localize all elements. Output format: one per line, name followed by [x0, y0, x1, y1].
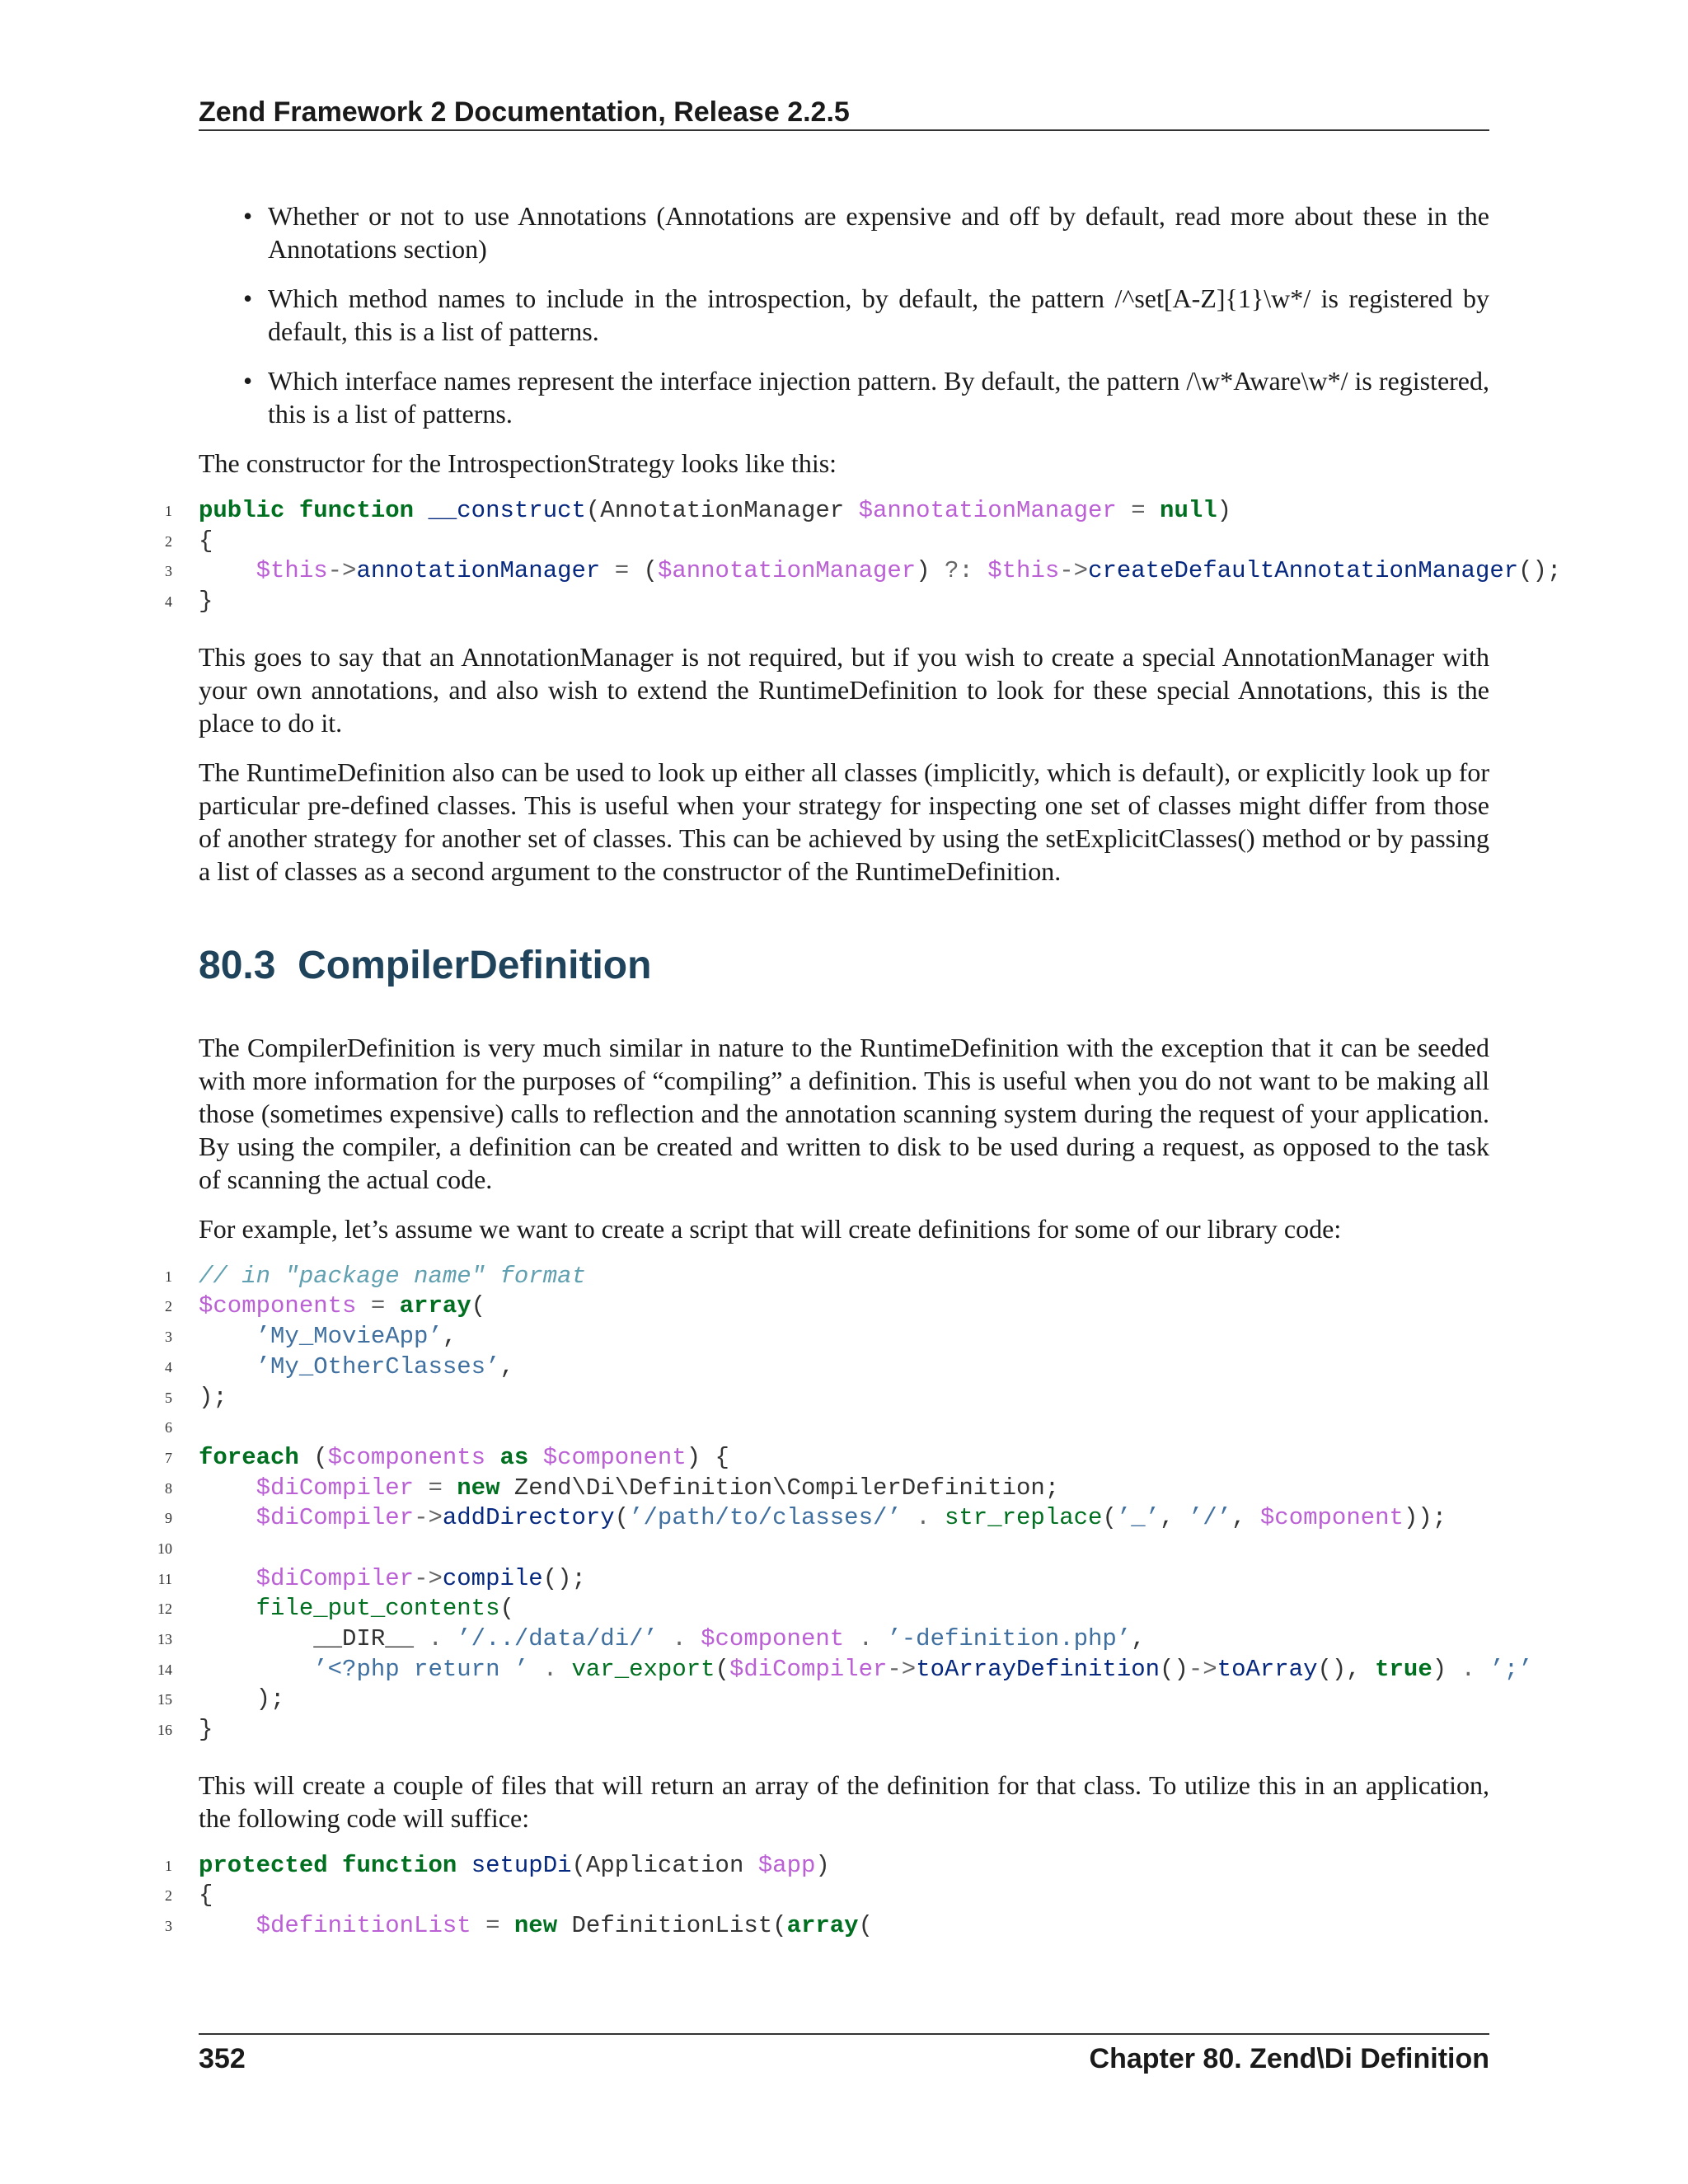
- code-line: [165, 1881, 1489, 1911]
- code-token: protected: [199, 1851, 328, 1879]
- line-number: 9: [165, 1510, 172, 1527]
- code-token: ,: [442, 1323, 457, 1351]
- code-token: =: [485, 1912, 500, 1940]
- line-number: 13: [157, 1631, 172, 1647]
- code-line: [165, 1413, 1489, 1443]
- code-token: true: [1375, 1655, 1432, 1683]
- code-token: ->: [1059, 557, 1089, 585]
- code-token: (: [614, 1504, 630, 1532]
- code-token: ’My_OtherClasses’: [256, 1352, 500, 1380]
- code-line: [165, 1291, 1489, 1322]
- code-token: ,: [499, 1352, 514, 1380]
- line-number: 4: [165, 593, 172, 611]
- code-token: [385, 1292, 399, 1319]
- code-token: .: [916, 1504, 931, 1532]
- line-number: 7: [165, 1449, 172, 1466]
- code-token: [356, 1292, 370, 1319]
- code-token: DefinitionList(: [557, 1912, 787, 1940]
- code-token: [499, 1912, 513, 1939]
- line-number: 1: [165, 503, 172, 519]
- code-token: (Application: [571, 1851, 758, 1879]
- code-token: [902, 1504, 916, 1531]
- code-token: ): [815, 1851, 830, 1879]
- code-token: array: [786, 1912, 859, 1940]
- section-title: CompilerDefinition: [298, 943, 652, 987]
- code-token: [199, 1474, 256, 1502]
- code-block-constructor: [165, 496, 1562, 617]
- code-token: [414, 1474, 428, 1502]
- code-token: [528, 1444, 542, 1471]
- line-number: 10: [157, 1540, 172, 1557]
- code-token: $this: [987, 557, 1060, 585]
- code-token: annotationManager: [356, 557, 601, 585]
- option-list: [199, 199, 1489, 430]
- code-token: [1146, 497, 1160, 524]
- code-token: (: [298, 1443, 328, 1471]
- code-token: ’<?php return ’: [313, 1655, 529, 1683]
- line-number: 4: [165, 1358, 172, 1376]
- code-token: [485, 1444, 499, 1471]
- line-number: 11: [157, 1570, 172, 1587]
- code-token: as: [499, 1443, 529, 1471]
- code-token: ): [1217, 497, 1232, 524]
- code-line: [165, 1911, 1489, 1942]
- code-token: [658, 1625, 672, 1652]
- code-token: // in "package name" format: [199, 1262, 586, 1290]
- code-line: [165, 1503, 1489, 1534]
- line-number: 3: [165, 1329, 172, 1346]
- code-token: toArrayDefinition: [916, 1655, 1160, 1683]
- code-token: [328, 1852, 342, 1879]
- code-token: new: [457, 1474, 500, 1502]
- running-header: Zend Framework 2 Documentation, Release 2.2.5: [199, 96, 850, 128]
- paragraph-utilize-intro: This will create a couple of files that will return an array of the definition for that class. To utilize this in an application, the following code will suffice:: [199, 1769, 1489, 1833]
- code-line: [165, 496, 1489, 527]
- line-number: 1: [165, 1268, 172, 1285]
- code-token: createDefaultAnnotationManager: [1088, 557, 1519, 585]
- code-token: [199, 1565, 256, 1592]
- line-number: 1: [165, 1857, 172, 1874]
- section-number: 80.3: [199, 943, 276, 987]
- code-token: [457, 1852, 471, 1879]
- line-number: 6: [165, 1419, 172, 1436]
- code-token: ,: [1231, 1504, 1260, 1532]
- code-block-setup-di: [165, 1851, 1489, 1942]
- code-token: =: [428, 1474, 443, 1502]
- list-item: • Whether or not to use Annotations (Annotations are expensive and off by default, read more about these in the Annotations section): [268, 199, 1489, 265]
- code-token: [199, 1595, 256, 1622]
- code-token: ’_’: [1116, 1504, 1160, 1532]
- paragraph-annotation-manager: This goes to say that an AnnotationManager is not required, but if you wish to create a special AnnotationManager with your own annotations, and also wish to extend the RuntimeDefinition to look for these special Annotations, this is the place to do it.: [199, 641, 1489, 738]
- code-token: [844, 1625, 858, 1652]
- code-token: (): [1160, 1655, 1189, 1683]
- code-token: $app: [757, 1851, 816, 1879]
- code-token: .: [858, 1625, 873, 1652]
- code-token: [471, 1912, 485, 1939]
- code-token: }: [199, 1716, 213, 1744]
- code-token: $component: [701, 1625, 845, 1652]
- code-token: [199, 557, 256, 584]
- code-token: ->: [414, 1564, 443, 1592]
- code-token: [873, 1625, 887, 1652]
- chapter-title: Chapter 80. Zend\Di Definition: [1089, 2043, 1489, 2074]
- code-token: setupDi: [471, 1851, 572, 1879]
- code-token: file_put_contents: [256, 1595, 500, 1623]
- code-line: [165, 1443, 1489, 1474]
- code-line: [157, 1534, 1489, 1564]
- code-token: $component: [1259, 1504, 1404, 1532]
- line-number: 2: [165, 532, 172, 550]
- code-token: [199, 1323, 256, 1350]
- code-token: [1117, 497, 1131, 524]
- line-number: 15: [157, 1691, 172, 1708]
- list-item: • Which method names to include in the introspection, by default, the pattern /^set[A-Z]{1}\w*/ is registered by default, this is a list of patterns.: [268, 282, 1489, 348]
- code-token: $annotationManager: [858, 497, 1117, 524]
- code-token: [199, 1656, 313, 1683]
- code-token: [414, 497, 428, 524]
- line-number: 8: [165, 1479, 172, 1497]
- code-token: $diCompiler: [256, 1504, 415, 1532]
- code-token: );: [199, 1383, 227, 1411]
- code-token: $components: [327, 1443, 486, 1471]
- code-line: [165, 556, 1562, 587]
- code-token: {: [199, 527, 213, 555]
- code-token: $this: [256, 557, 328, 585]
- line-number: 2: [165, 1887, 172, 1905]
- code-token: [931, 1504, 945, 1531]
- page-number: 352: [199, 2043, 246, 2074]
- code-line: [165, 1474, 1489, 1504]
- code-token: $diCompiler: [256, 1474, 415, 1502]
- code-token: ): [916, 557, 945, 585]
- code-token: }: [199, 588, 213, 616]
- code-token: =: [1131, 497, 1146, 524]
- code-token: ’/path/to/classes/’: [629, 1504, 902, 1532]
- paragraph-constructor-intro: The constructor for the IntrospectionStrategy looks like this:: [199, 448, 837, 478]
- code-line: [157, 1624, 1489, 1655]
- code-token: =: [370, 1292, 386, 1320]
- code-token: __DIR__: [199, 1625, 429, 1652]
- code-token: [443, 1625, 457, 1652]
- code-token: $diCompiler: [729, 1655, 888, 1683]
- line-number: 3: [165, 563, 172, 580]
- code-token: Zend\Di\Definition\CompilerDefinition;: [499, 1474, 1060, 1502]
- code-block-compile-script: [157, 1262, 1533, 1746]
- code-line: [165, 1322, 1489, 1352]
- code-token: [199, 1912, 256, 1939]
- code-line: [165, 1851, 1489, 1882]
- code-token: (: [471, 1292, 486, 1320]
- code-token: ): [1432, 1655, 1461, 1683]
- line-number: 12: [157, 1601, 172, 1618]
- code-line: [165, 1352, 1489, 1383]
- code-token: ’/’: [1188, 1504, 1232, 1532]
- code-token: ->: [1188, 1655, 1217, 1683]
- code-line: [157, 1715, 1489, 1746]
- code-token: $components: [199, 1292, 357, 1320]
- paragraph-compiler-definition: The CompilerDefinition is very much similar in nature to the RuntimeDefinition with the exception that it can be seeded with more information for the purposes of “compiling” a definition. This is useful when you do not want to be making all those (sometimes expensive) calls to reflection and the annotation scanning system during the request of your application. By using the compiler, a definition can be created and written to disk to be used during a request, as opposed to the task of scanning the actual code.: [199, 1032, 1489, 1194]
- code-token: (: [715, 1655, 729, 1683]
- code-token: (: [1102, 1504, 1117, 1532]
- code-token: [199, 1504, 256, 1531]
- code-token: ();: [1518, 557, 1562, 585]
- code-line: [165, 1262, 1489, 1292]
- code-line: [165, 1383, 1489, 1413]
- code-token: $annotationManager: [657, 557, 917, 585]
- code-token: (: [629, 557, 658, 585]
- paragraph-runtime-definition: The RuntimeDefinition also can be used to look up either all classes (implicitly, which is default), or explicitly look up for particular pre-defined classes. This is useful when your strategy for inspecting one set of classes might differ from those of another strategy for another set of classes. This can be achieved by using the setExplicitClasses() method or by passing a list of classes as a second argument to the constructor of the RuntimeDefinition.: [199, 757, 1489, 886]
- code-token: new: [513, 1912, 558, 1940]
- line-number: 2: [165, 1298, 172, 1315]
- code-token: ’/../data/di/’: [457, 1625, 658, 1652]
- code-token: public: [199, 497, 285, 524]
- code-token: ’-definition.php’: [887, 1625, 1132, 1652]
- code-token: ) {: [686, 1443, 729, 1471]
- code-token: array: [399, 1292, 471, 1320]
- code-token: __construct: [428, 497, 586, 524]
- line-number: 3: [165, 1918, 172, 1935]
- code-token: ->: [414, 1504, 443, 1532]
- code-line: [157, 1655, 1533, 1685]
- footer-rule: [199, 2033, 1489, 2035]
- code-token: [600, 557, 614, 584]
- code-token: );: [199, 1685, 285, 1713]
- list-item: • Which interface names represent the interface injection pattern. By default, the pattern /\w*Aware\w*/ is registered, this is a list of patterns.: [268, 364, 1489, 430]
- code-token: .: [672, 1625, 687, 1652]
- code-token: [443, 1474, 457, 1502]
- section-heading: [199, 942, 1489, 990]
- code-token: function: [298, 497, 415, 524]
- code-token: [1475, 1656, 1489, 1683]
- code-line: [157, 1594, 1489, 1624]
- code-token: [284, 497, 298, 524]
- paragraph-example-intro: For example, let’s assume we want to create a script that will create definitions for some of our library code:: [199, 1213, 1342, 1244]
- code-token: ’;’: [1489, 1655, 1533, 1683]
- code-token: .: [428, 1625, 443, 1652]
- code-token: compile: [442, 1564, 543, 1592]
- code-token: toArray: [1217, 1655, 1318, 1683]
- page-content: [157, 199, 1562, 1965]
- code-token: var_export: [571, 1655, 715, 1683]
- code-token: $definitionList: [256, 1912, 471, 1940]
- code-token: ?:: [945, 557, 973, 585]
- line-number: 16: [157, 1722, 172, 1739]
- code-line: [157, 1685, 1489, 1715]
- code-token: null: [1160, 497, 1217, 524]
- code-token: ,: [1160, 1504, 1189, 1532]
- code-line: [165, 527, 1489, 557]
- code-token: ’My_MovieApp’: [256, 1323, 443, 1351]
- code-token: function: [342, 1851, 457, 1879]
- code-token: [528, 1656, 542, 1683]
- code-token: ();: [542, 1564, 586, 1592]
- code-line: [157, 1564, 1489, 1595]
- code-token: [973, 557, 987, 584]
- code-token: .: [1461, 1655, 1475, 1683]
- code-line: [165, 587, 1489, 617]
- code-token: (: [858, 1912, 873, 1940]
- line-number: 14: [157, 1661, 172, 1678]
- header-rule: [199, 129, 1489, 131]
- code-token: ,: [1131, 1625, 1146, 1652]
- code-token: [687, 1625, 701, 1652]
- code-token: ->: [327, 557, 357, 585]
- code-token: ->: [887, 1655, 917, 1683]
- code-token: .: [542, 1655, 558, 1683]
- code-token: =: [614, 557, 630, 585]
- document-page: [157, 0, 1562, 2184]
- code-token: ));: [1403, 1504, 1447, 1532]
- code-token: [199, 1353, 256, 1380]
- code-token: {: [199, 1882, 213, 1910]
- code-token: addDirectory: [442, 1504, 615, 1532]
- code-token: $component: [542, 1443, 687, 1471]
- code-token: (),: [1317, 1655, 1376, 1683]
- code-token: (AnnotationManager: [585, 497, 859, 524]
- code-token: foreach: [199, 1443, 299, 1471]
- code-token: (: [499, 1595, 514, 1623]
- code-token: [557, 1656, 571, 1683]
- line-number: 5: [165, 1389, 172, 1406]
- code-token: $diCompiler: [256, 1564, 415, 1592]
- code-token: str_replace: [945, 1504, 1103, 1532]
